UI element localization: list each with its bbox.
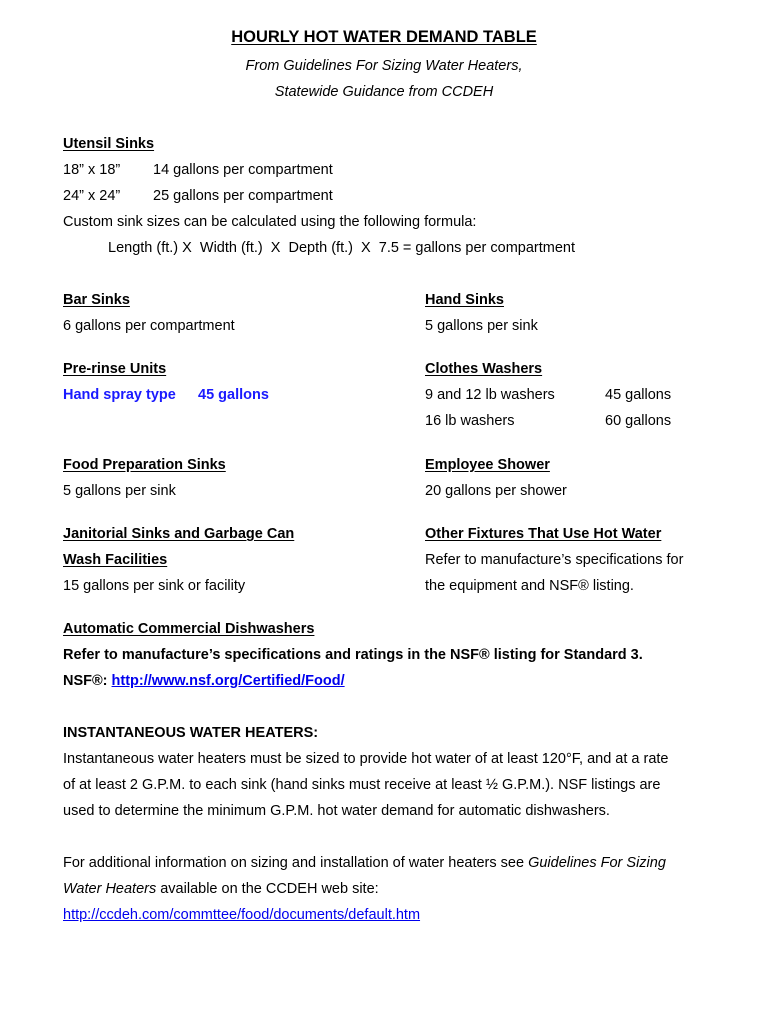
nsf-link[interactable]: http://www.nsf.org/Certified/Food/ bbox=[111, 673, 345, 689]
food-prep-value: 5 gallons per sink bbox=[63, 483, 176, 499]
utensil-row1-value: 14 gallons per compartment bbox=[153, 162, 333, 178]
clothes-row1-value: 45 gallons bbox=[605, 387, 672, 403]
sink-formula: Length (ft.) X Width (ft.) X Depth (ft.) X 7.5 = gallons per compartment bbox=[108, 240, 576, 256]
additional-text2: available on the CCDEH web site: bbox=[156, 881, 379, 897]
guidelines-title-part1: Guidelines For Sizing bbox=[528, 855, 666, 871]
food-prep-heading: Food Preparation Sinks bbox=[63, 457, 226, 473]
instantaneous-heading: INSTANTANEOUS WATER HEATERS: bbox=[63, 725, 319, 741]
utensil-row2-size: 24” x 24” bbox=[63, 188, 121, 204]
subtitle-line-2: Statewide Guidance from CCDEH bbox=[274, 84, 494, 100]
bar-sinks-heading: Bar Sinks bbox=[63, 292, 130, 308]
page-title: HOURLY HOT WATER DEMAND TABLE bbox=[231, 28, 537, 46]
clothes-row1-label: 9 and 12 lb washers bbox=[425, 387, 555, 403]
dishwashers-heading: Automatic Commercial Dishwashers bbox=[63, 621, 315, 637]
ccdeh-link-line bbox=[63, 906, 420, 924]
prerinse-value: 45 gallons bbox=[198, 387, 269, 403]
additional-line2 bbox=[63, 880, 379, 898]
utensil-sinks-heading: Utensil Sinks bbox=[63, 136, 155, 152]
hand-sinks-value: 5 gallons per sink bbox=[425, 318, 538, 334]
utensil-row2-value: 25 gallons per compartment bbox=[153, 188, 333, 204]
employee-shower-heading: Employee Shower bbox=[425, 457, 550, 473]
clothes-row2-label: 16 lb washers bbox=[425, 413, 515, 429]
prerinse-heading: Pre-rinse Units bbox=[63, 361, 167, 377]
prerinse-type: Hand spray type bbox=[63, 387, 176, 403]
clothes-row2-value: 60 gallons bbox=[605, 413, 672, 429]
janitorial-heading-line1: Janitorial Sinks and Garbage Can bbox=[63, 526, 295, 542]
custom-sink-note: Custom sink sizes can be calculated using the following formula: bbox=[63, 214, 477, 230]
guidelines-title-part2: Water Heaters bbox=[63, 881, 157, 897]
nsf-line bbox=[63, 672, 345, 690]
employee-shower-value: 20 gallons per shower bbox=[425, 483, 567, 499]
subtitle-line-1: From Guidelines For Sizing Water Heaters, bbox=[245, 58, 523, 74]
instantaneous-line2: of at least 2 G.P.M. to each sink (hand sinks must receive at least ½ G.P.M.). NSF listings are bbox=[63, 777, 661, 793]
utensil-row1-size: 18” x 18” bbox=[63, 162, 121, 178]
bar-sinks-value: 6 gallons per compartment bbox=[63, 318, 235, 334]
clothes-washers-heading: Clothes Washers bbox=[425, 361, 543, 377]
additional-text1: For additional information on sizing and installation of water heaters see bbox=[63, 855, 529, 871]
nsf-label: NSF®: bbox=[63, 673, 108, 689]
dishwashers-note: Refer to manufacture’s specifications and ratings in the NSF® listing for Standard 3. bbox=[63, 647, 643, 663]
janitorial-value: 15 gallons per sink or facility bbox=[63, 578, 246, 594]
instantaneous-line1: Instantaneous water heaters must be sized to provide hot water of at least 120°F, and at a rate bbox=[63, 751, 669, 767]
other-fixtures-heading: Other Fixtures That Use Hot Water bbox=[425, 526, 662, 542]
additional-line1 bbox=[63, 854, 666, 872]
ccdeh-link[interactable]: http://ccdeh.com/commttee/food/documents/default.htm bbox=[63, 907, 421, 923]
instantaneous-line3: used to determine the minimum G.P.M. hot water demand for automatic dishwashers. bbox=[63, 803, 610, 819]
other-fixtures-line2: the equipment and NSF® listing. bbox=[425, 578, 634, 594]
other-fixtures-line1: Refer to manufacture’s specifications for bbox=[425, 552, 684, 568]
janitorial-heading-line2: Wash Facilities bbox=[63, 552, 168, 568]
hand-sinks-heading: Hand Sinks bbox=[425, 292, 504, 308]
